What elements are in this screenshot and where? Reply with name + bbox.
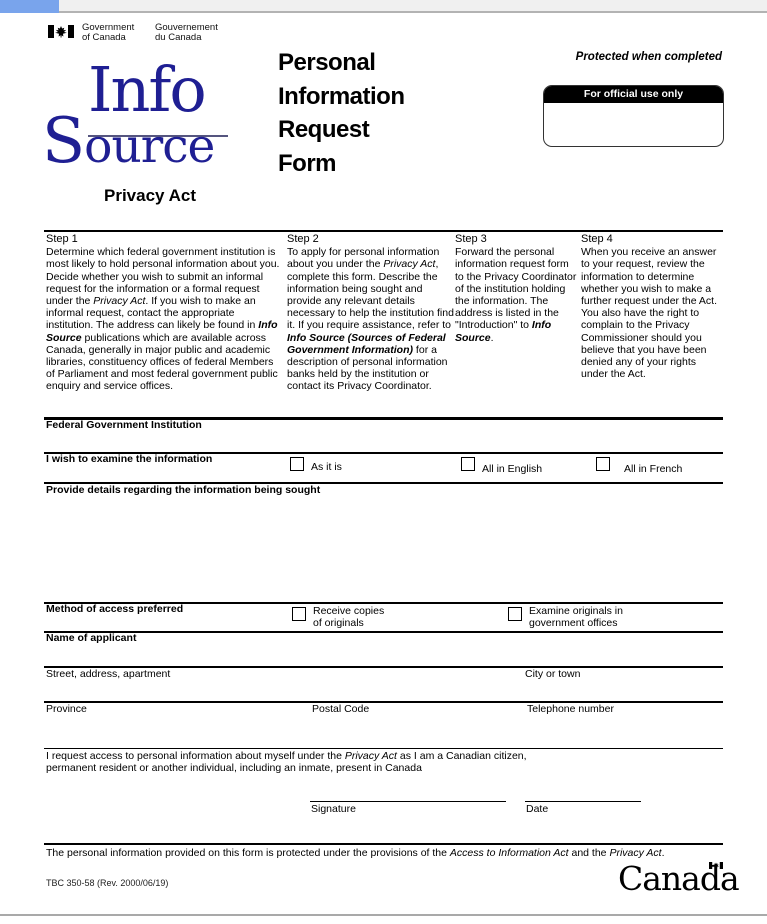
federal-institution-field[interactable] [46,432,721,450]
page-bottom-edge [0,914,767,916]
step-heading: Step 3 [455,233,487,245]
checkbox-examine-originals-label: Examine originals in government offices [529,605,623,629]
page-title [278,46,405,180]
step-body: To apply for personal information about you under the Privacy Act, complete this form. Describe the information being sought and provide any relevant details necessary to help the institution find it. If you require assistance, refer to Info Source (Sources of Federal Government Information) for a description of personal information banks held by the institution or contact its Privacy Coordinator. [287,246,454,393]
protected-note: Protected when completed [575,51,722,63]
city-field[interactable] [525,680,721,699]
checkbox-all-in-french[interactable] [596,457,610,471]
official-use-header: For official use only [544,86,723,103]
logo-word-source: Source [42,104,215,177]
step-body: Determine which federal government institution is most likely to hold personal information about you. Decide whether you wish to submit an informal request for the information or a formal request under the Privacy Act. If you wish to make an informal request, contact the appropriate institution. The address can likely be found in Info Source publications which are available across Canada, generally in major public and academic libraries, constituency offices of federal Members of Parliament and most federal government public enquiry and service offices. [46,246,280,393]
section-rule [44,631,723,633]
checkbox-receive-copies-label: Receive copies of originals [313,605,385,629]
step-heading: Step 1 [46,233,78,245]
checkbox-as-it-is-label: As it is [311,461,342,473]
title-line: Form [278,149,336,177]
telephone-label: Telephone number [527,703,614,715]
details-label: Provide details regarding the information being sought [46,484,321,496]
step-body: When you receive an answer to your request, review the information to determine whether you wish to make a further request under the Act. You also have the right to complain to the Privacy Commissioner should you believe that you have been denied any of your rights under the Act. [581,246,717,381]
name-label: Name of applicant [46,632,137,644]
gov-text-fr: Gouvernement du Canada [155,22,218,43]
title-line: Personal [278,49,376,76]
province-field[interactable] [46,716,301,744]
section-rule [44,701,723,703]
step-heading: Step 2 [287,233,319,245]
checkbox-as-it-is[interactable] [290,457,304,471]
logo-word-info: Info [88,53,205,126]
gov-text-en: Government of Canada [82,22,135,43]
top-bar-highlight [0,0,59,13]
title-line: Information [278,82,405,110]
checkbox-receive-copies[interactable] [292,607,306,621]
federal-institution-label: Federal Government Institution [46,419,202,431]
method-label: Method of access preferred [46,603,184,615]
section-rule [44,230,723,232]
street-field[interactable] [46,680,516,699]
canada-flag-icon [48,25,74,43]
declaration-line: I request access to personal information about myself under the Privacy Act as I am a Canadian citizen, [46,750,527,762]
date-label: Date [526,803,549,815]
top-bar [0,0,767,13]
signature-field[interactable] [310,801,506,802]
official-use-box [543,85,724,147]
postal-code-field[interactable] [312,716,512,744]
step-heading: Step 4 [581,233,613,245]
declaration-line: permanent resident or another individual, including an inmate, present in Canada [46,762,422,774]
form-number: TBC 350-58 (Rev. 2000/06/19) [46,878,169,888]
name-field[interactable] [46,645,721,664]
province-label: Province [46,703,87,715]
checkbox-all-in-french-label: All in French [624,463,683,475]
info-source-logo [42,53,222,177]
section-rule [44,843,723,845]
canada-wordmark [618,856,739,898]
checkbox-all-in-english-label: All in English [482,463,543,475]
official-use-area[interactable] [544,103,723,146]
step-4 [581,233,723,380]
canada-wordmark-text: Canada [618,859,739,898]
date-field[interactable] [525,801,641,802]
details-field[interactable] [46,498,721,598]
checkbox-all-in-english[interactable] [461,457,475,471]
step-3 [455,233,577,344]
city-label: City or town [525,668,581,680]
step-body: Forward the personal information request form to the Privacy Coordinator of the institution holding the information. The address is listed in the "Introduction" to Info Source. [455,246,577,344]
examine-label: I wish to examine the information [46,453,213,465]
title-line: Request [278,116,370,143]
street-label: Street, address, apartment [46,668,171,680]
step-2 [287,233,455,393]
protection-note: The personal information provided on this form is protected under the provisions of the Access to Information Act and the Privacy Act. [46,847,665,859]
privacy-act-caption: Privacy Act [104,186,196,205]
checkbox-examine-originals[interactable] [508,607,522,621]
postal-code-label: Postal Code [312,703,370,715]
step-1 [46,233,281,393]
signature-label: Signature [311,803,356,815]
section-rule [44,748,723,749]
telephone-field[interactable] [527,716,721,744]
